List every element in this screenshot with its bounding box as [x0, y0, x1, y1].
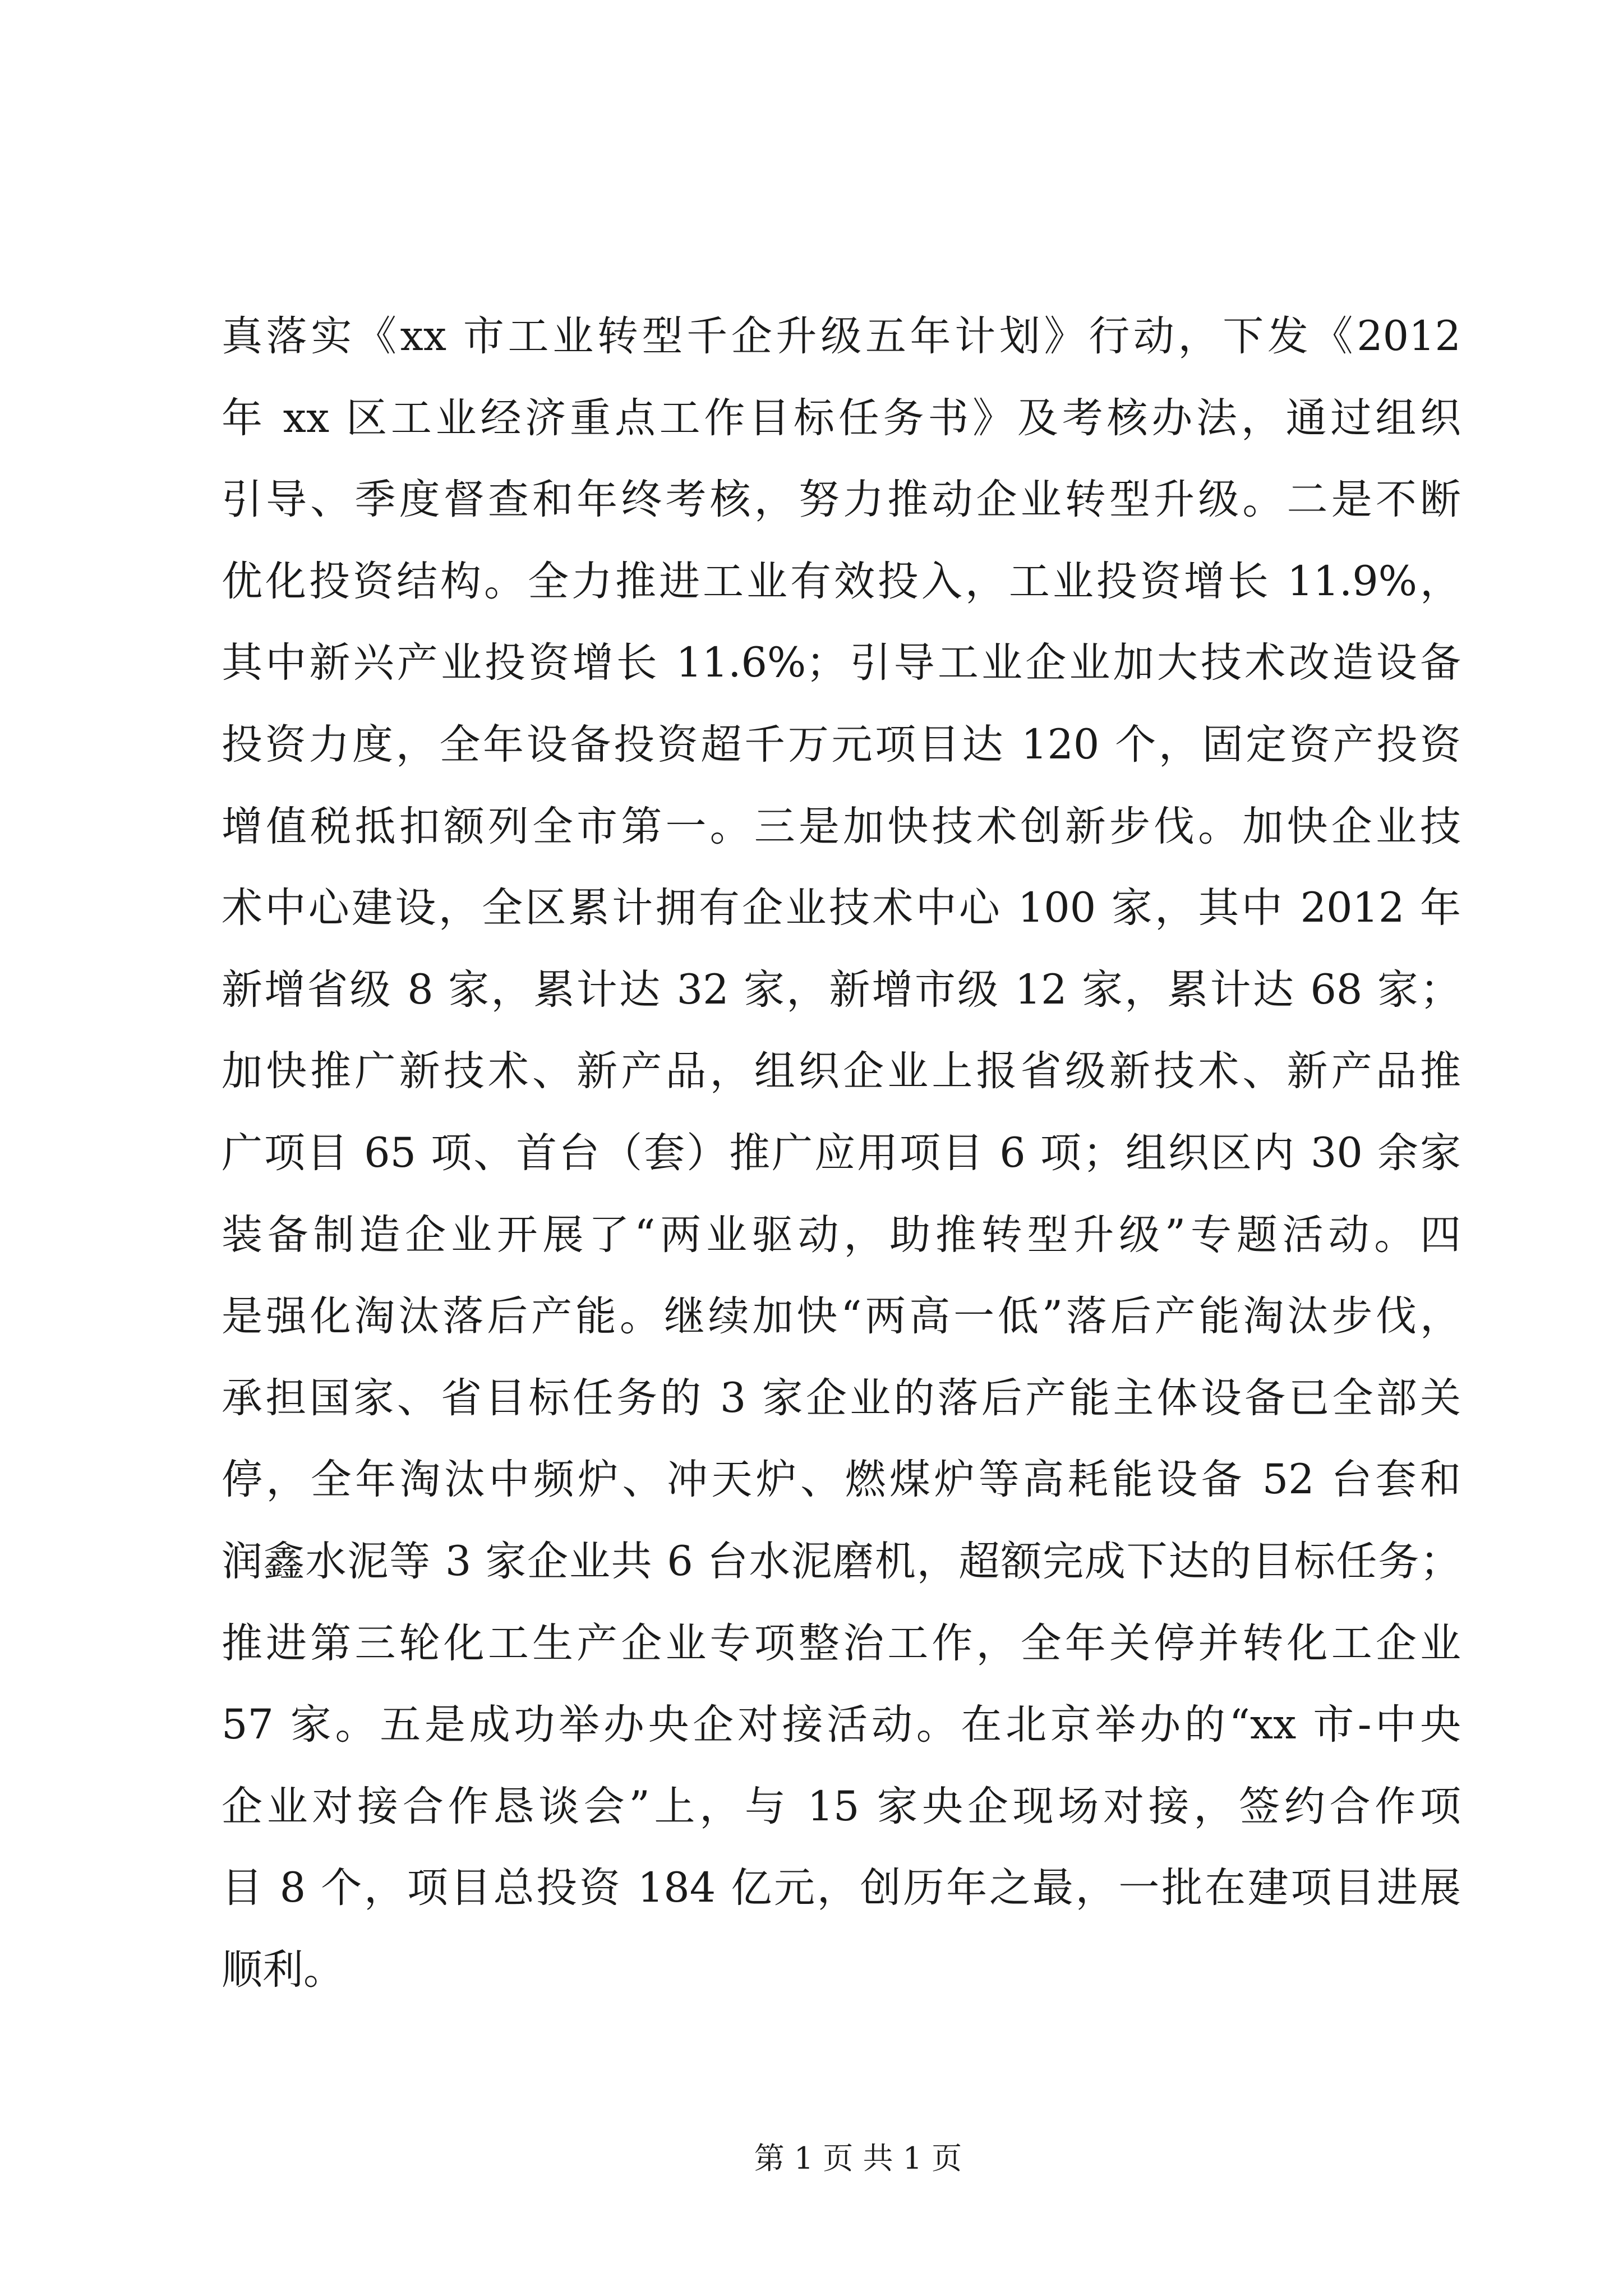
text-line: 广项目 65 项、首台（套）推广应用项目 6 项；组织区内 30 余家: [222, 1129, 1461, 1177]
text-line: 新增省级 8 家，累计达 32 家，新增市级 12 家，累计达 68 家；: [222, 965, 1461, 1014]
body-paragraph: [222, 296, 1461, 2010]
text-line: 目 8 个，项目总投资 184 亿元，创历年之最，一批在建项目进展: [222, 1864, 1461, 1912]
text-line: 优化投资结构。全力推进工业有效投入，工业投资增长 11.9%，: [222, 557, 1461, 605]
text-line-last: 顺利。: [222, 1945, 344, 1994]
text-line: 承担国家、省目标任务的 3 家企业的落后产能主体设备已全部关: [222, 1374, 1461, 1422]
page-footer: 第 1 页 共 1 页: [754, 2141, 962, 2176]
text-line: 57 家。五是成功举办央企对接活动。在北京举办的“xx 市-中央: [222, 1701, 1461, 1749]
text-line: 是强化淘汰落后产能。继续加快“两高一低”落后产能淘汰步伐，: [222, 1292, 1461, 1341]
text-line: 真落实《xx 市工业转型千企升级五年计划》行动，下发《2012: [222, 312, 1461, 360]
text-line: 润鑫水泥等 3 家企业共 6 台水泥磨机，超额完成下达的目标任务；: [222, 1537, 1461, 1585]
text-line: 企业对接合作恳谈会”上，与 15 家央企现场对接，签约合作项: [222, 1782, 1461, 1830]
text-line: 装备制造企业开展了“两业驱动，助推转型升级”专题活动。四: [222, 1211, 1461, 1259]
text-line: 加快推广新技术、新产品，组织企业上报省级新技术、新产品推: [222, 1047, 1461, 1096]
text-line: 推进第三轮化工生产企业专项整治工作，全年关停并转化工企业: [222, 1619, 1461, 1667]
text-line: 术中心建设，全区累计拥有企业技术中心 100 家，其中 2012 年: [222, 884, 1461, 932]
text-line: 投资力度，全年设备投资超千万元项目达 120 个，固定资产投资: [222, 720, 1461, 769]
text-line: 增值税抵扣额列全市第一。三是加快技术创新步伐。加快企业技: [222, 802, 1461, 850]
text-line: 停，全年淘汰中频炉、冲天炉、燃煤炉等高耗能设备 52 台套和: [222, 1456, 1461, 1504]
text-line: 年 xx 区工业经济重点工作目标任务书》及考核办法，通过组织: [222, 394, 1461, 442]
text-line: 引导、季度督查和年终考核，努力推动企业转型升级。二是不断: [222, 476, 1461, 524]
text-line: 其中新兴产业投资增长 11.6%；引导工业企业加大技术改造设备: [222, 639, 1461, 687]
